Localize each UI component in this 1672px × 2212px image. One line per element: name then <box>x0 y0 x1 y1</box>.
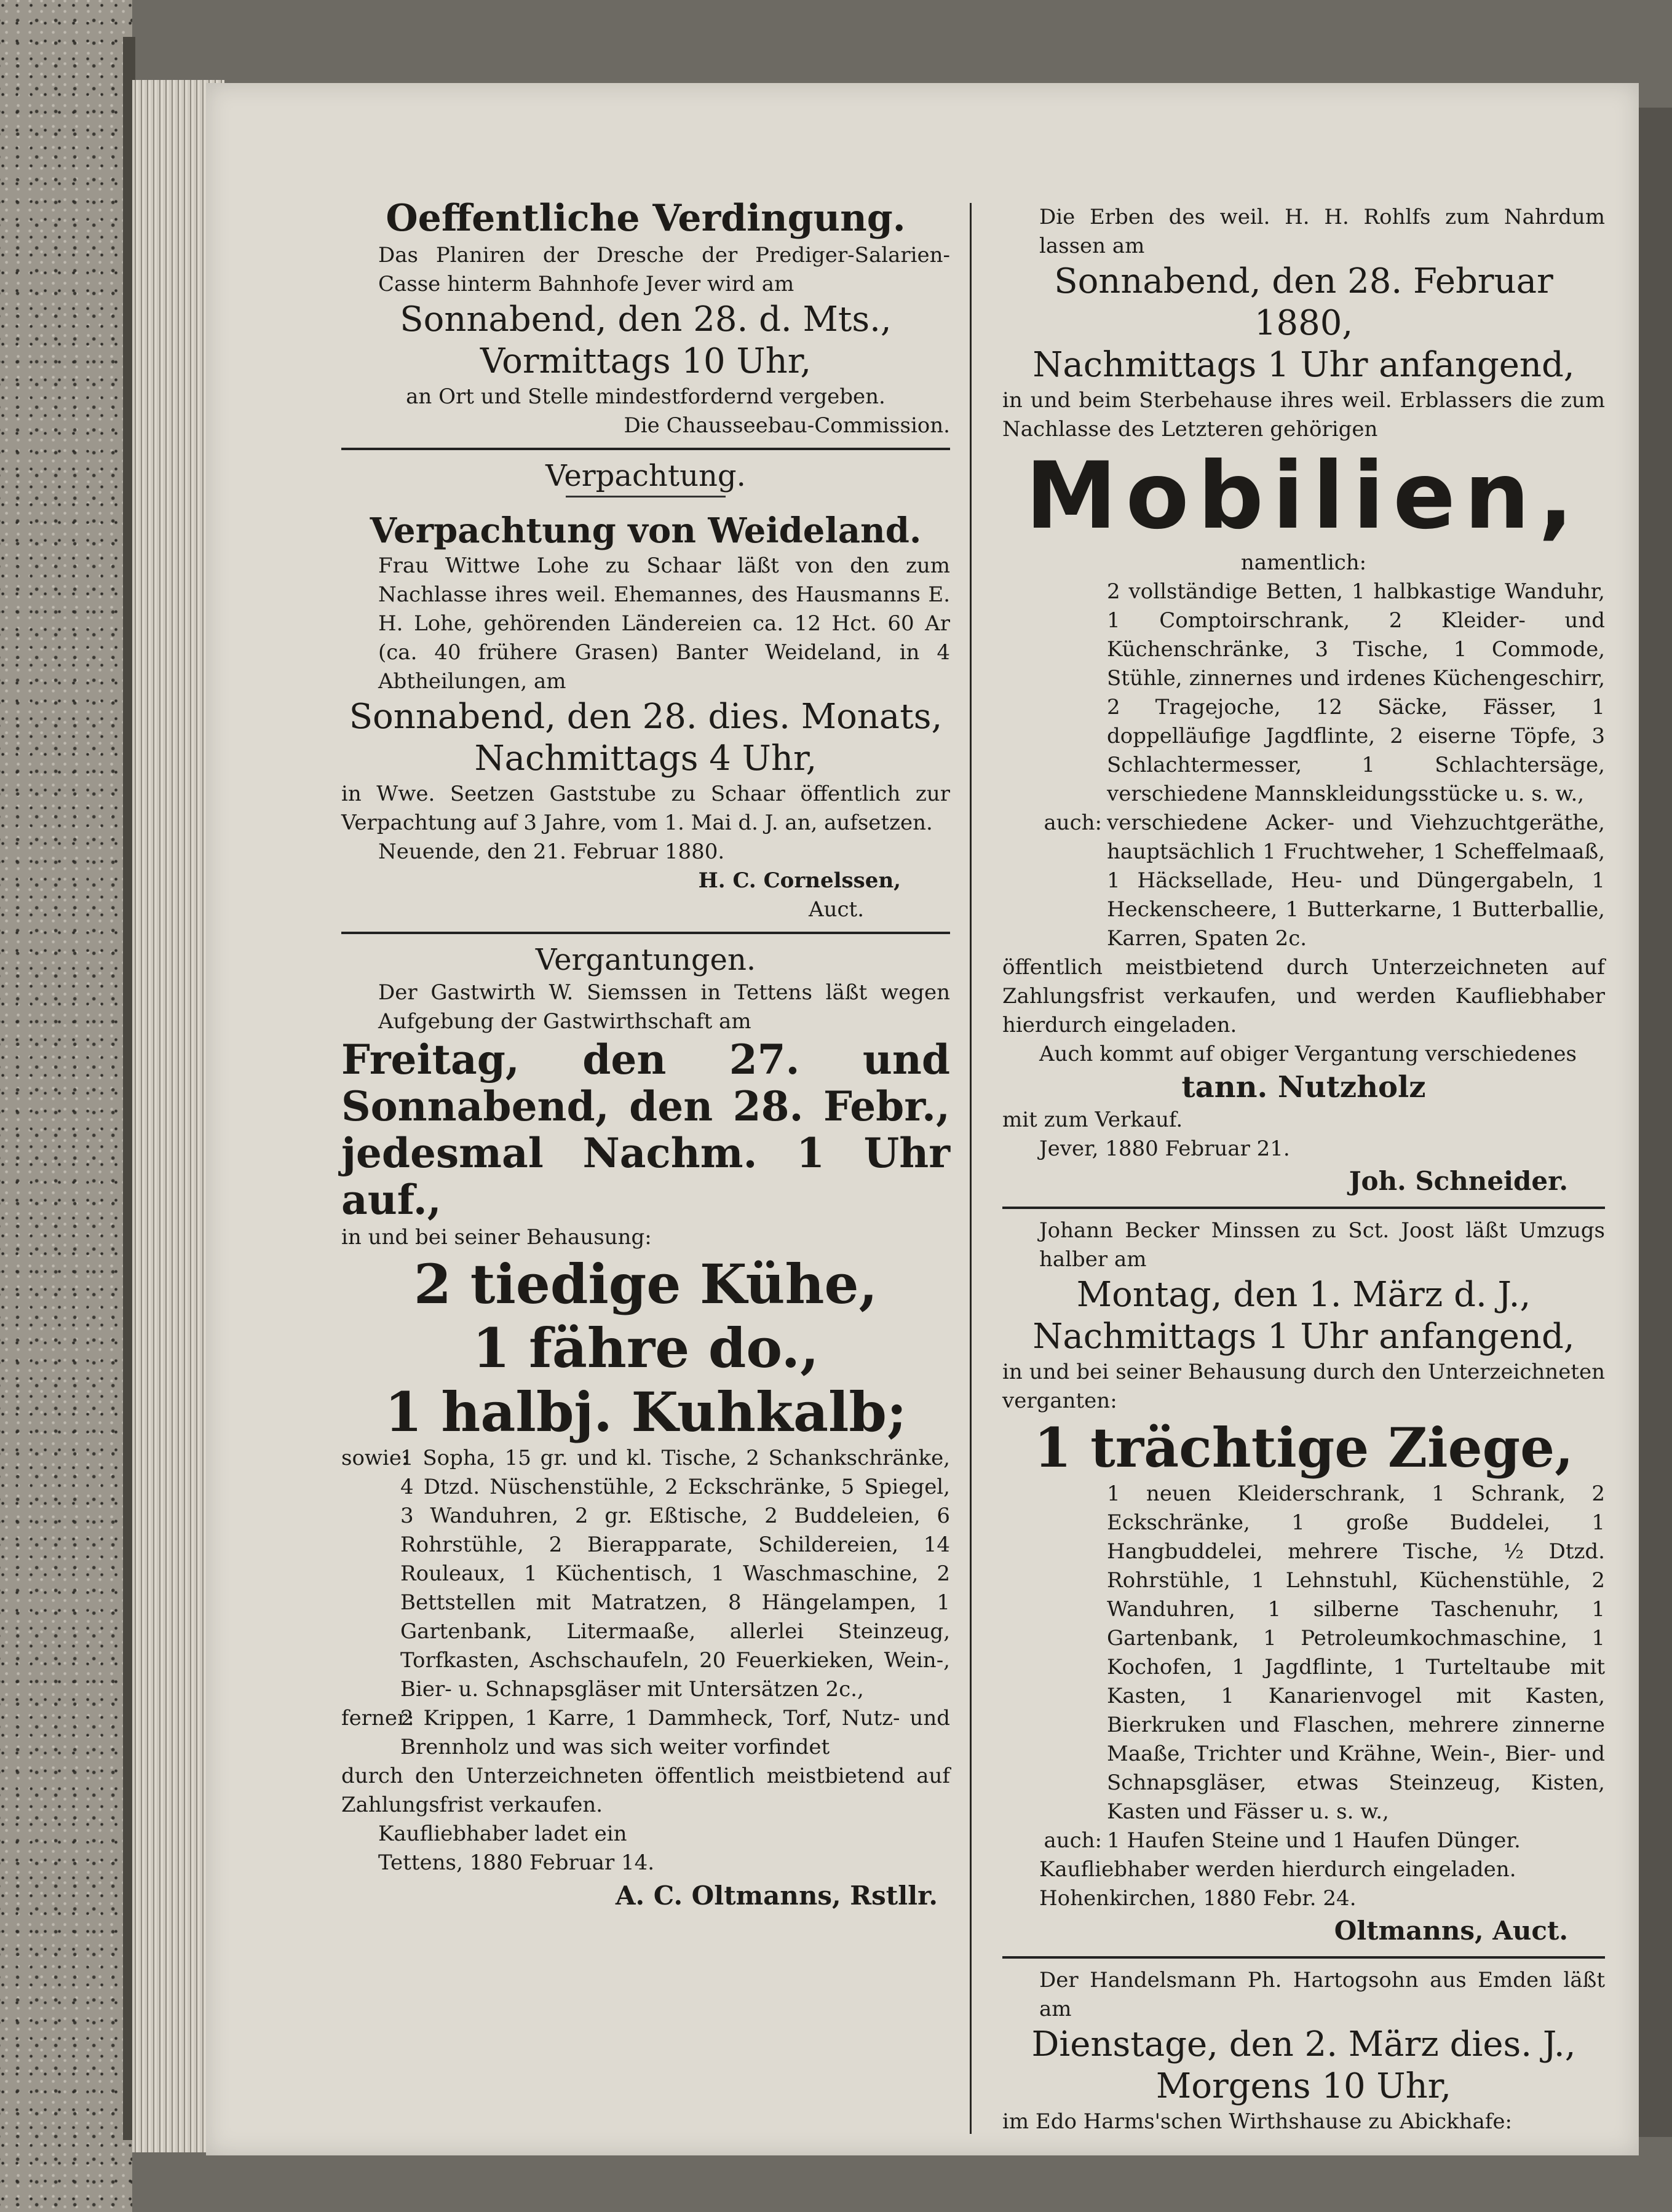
ad-auch-list <box>1002 1826 1605 1855</box>
list-label: sowie: <box>341 1446 409 1470</box>
ad-item-3: 1 halbj. Kuhkalb; <box>384 1380 907 1444</box>
ad-time: Vormittags 10 Uhr, <box>480 341 812 381</box>
list-items: 2 Krippen, 1 Karre, 1 Dammheck, Torf, Nutz- und Brennholz und was sich weiter vorfindet <box>400 1706 950 1759</box>
ad-minssen <box>1002 1216 1605 1949</box>
ad-date: Sonnabend, den 28. d. Mts., <box>400 299 892 339</box>
ad-item-1: 2 tiedige Kühe, <box>413 1252 878 1316</box>
ad-signer: H. C. Cornelssen, <box>698 868 901 893</box>
list-items: 1 Haufen Steine und 1 Haufen Dünger. <box>1107 1828 1521 1853</box>
section-rule <box>341 932 950 934</box>
ad-signer: A. C. Oltmanns, Rstllr. <box>615 1881 938 1911</box>
left-column <box>341 196 950 1914</box>
ad-verpachtung <box>341 510 950 924</box>
ad-closing: öffentlich meistbietend durch Unterzeichneten auf Zahlungsfrist verkaufen, und werden Kaufliebhaber hierdurch eingeladen. <box>1002 955 1605 1037</box>
ad-title: Oeffentliche Verdingung. <box>386 197 906 240</box>
ad-items: 2 vollständige Betten, 1 halbkastige Wanduhr, 1 Comptoirschrank, 2 Kleider- und Küchenschränke, 3 Tische, 1 Commode, Stühle, zinnernes und irdenes Küchengeschirr, 2 Tragejoche, 12 Säcke, Fässer, 1 doppelläufige Jagdflinte, 2 eiserne Töpfe, 3 Schlachtermesser, 1 Schlachtersäge, verschiedene Mannskleidungsstücke u. s. w., <box>1107 579 1605 806</box>
section-rule <box>1002 1207 1605 1209</box>
ad-signer: Oltmanns, Auct. <box>1334 1916 1568 1946</box>
list-label: ferner: <box>341 1706 414 1730</box>
ad-date: Sonnabend, den 28. dies. Monats, <box>349 697 943 737</box>
ad-date: Sonnabend, den 28. Februar 1880, <box>1054 261 1553 343</box>
ad-namentlich: namentlich: <box>1240 550 1367 575</box>
ad-time: Nachmittags 1 Uhr anfangend, <box>1032 345 1575 385</box>
ad-verdingung <box>341 196 950 440</box>
list-label: auch: <box>1044 1828 1102 1853</box>
ad-place: in und beim Sterbehause ihres weil. Erblassers die zum Nachlasse des Letzteren gehörigen <box>1002 388 1605 442</box>
ad-dateline: Tettens, 1880 Februar 14. <box>378 1850 655 1875</box>
ad-ferner-list <box>341 1704 950 1762</box>
ad-rohlfs <box>1002 203 1605 1199</box>
list-label: auch: <box>1044 811 1102 835</box>
ad-dateline: Jever, 1880 Februar 21. <box>1039 1136 1290 1161</box>
ad-title: Verpachtung von Weideland. <box>370 510 922 551</box>
ad-time: Morgens 10 Uhr, <box>1155 2066 1452 2106</box>
ad-body: Das Planiren der Dresche der Prediger-Salarien-Casse hinterm Bahnhofe Jever wird am <box>378 243 950 296</box>
ad-intro: Johann Becker Minssen zu Sct. Joost läßt Umzugs halber am <box>1039 1218 1605 1272</box>
section-rule <box>1002 1956 1605 1959</box>
ad-signer: Joh. Schneider. <box>1349 1166 1568 1196</box>
ad-items: 1 neuen Kleiderschrank, 1 Schrank, 2 Eckschränke, 1 große Buddelei, 1 Hangbuddelei, mehrere Tische, ½ Dtzd. Rohrstühle, 1 Lehnstuhl, Küchenstühle, 2 Wanduhren, 1 silberne Taschenuhr, 1 Gartenbank, 1 Petroleumkochmaschine, 1 Kochofen, 1 Jagdflinte, 1 Turteltaube mit Kasten, 1 Kanarienvogel mit Kasten, Bierkruken und Flaschen, mehrere zinnerne Maaße, Trichter und Krähne, Wein-, Bier- und Schnapsgläser, etwas Steinzeug, Kisten, Kasten und Fässer u. s. w., <box>1107 1481 1605 1824</box>
ad-item-2: 1 fähre do., <box>472 1316 819 1380</box>
ad-signer: Die Chausseebau-Commission. <box>624 413 950 438</box>
ad-invite: Kaufliebhaber ladet ein <box>378 1822 627 1846</box>
book-cover <box>0 0 132 2212</box>
list-items: verschiedene Acker- und Viehzuchtgeräthe, hauptsächlich 1 Fruchtweher, 1 Scheffelmaaß, 1 Häcksellade, Heu- und Düngergabeln, 1 Heckenscheere, 1 Butterkarne, 1 Butterballie, Karren, Spaten 2c. <box>1107 811 1605 951</box>
ad-intro: Der Handelsmann Ph. Hartogsohn aus Emden läßt am <box>1039 1968 1605 2021</box>
right-column <box>1002 203 1605 2136</box>
ad-hartogsohn <box>1002 1966 1605 2136</box>
ad-extra: Auch kommt auf obiger Vergantung verschiedenes <box>1039 1042 1577 1066</box>
ad-signer-title: Auct. <box>809 897 864 922</box>
ad-auch-list <box>1002 809 1605 953</box>
ad-dateline: Neuende, den 21. Februar 1880. <box>378 839 725 864</box>
ad-sowie-list <box>341 1444 950 1704</box>
column-divider <box>970 203 972 2134</box>
ad-extra-2: mit zum Verkauf. <box>1002 1108 1183 1132</box>
ad-invite: Kaufliebhaber werden hierdurch eingeladen. <box>1039 1857 1516 1882</box>
ad-body: Frau Wittwe Lohe zu Schaar läßt von den zum Nachlasse ihres weil. Ehemannes, des Hausmanns E. H. Lohe, gehörenden Ländereien ca. 12 Hct. 60 Ar (ca. 40 frühere Grasen) Banter Weideland, in 4 Abtheilungen, am <box>378 553 950 694</box>
section-heading: Verpachtung. <box>545 459 746 493</box>
ad-dateline: Hohenkirchen, 1880 Febr. 24. <box>1039 1886 1357 1911</box>
ad-headline: Mobilien, <box>1025 443 1582 550</box>
section-rule <box>341 448 950 450</box>
ad-intro: Die Erben des weil. H. H. Rohlfs zum Nahrdum lassen am <box>1039 205 1605 258</box>
ad-place: im Edo Harms'schen Wirthshause zu Abickhafe: <box>1002 2109 1512 2134</box>
list-items: 1 Sopha, 15 gr. und kl. Tische, 2 Schankschränke, 4 Dtzd. Nüschenstühle, 2 Eckschränke, 5 Spiegel, 3 Wanduhren, 2 gr. Eßtische, 2 Buddeleien, 6 Rohrstühle, 2 Bierapparate, Schildereien, 14 Rouleaux, 1 Küchentisch, 1 Waschmaschine, 2 Bettstellen mit Matratzen, 8 Hängelampen, 1 Gartenbank, Litermaaße, allerlei Steinzeug, Torfkasten, Aschschaufeln, 20 Feuerkieken, Wein-, Bier- u. Schnapsgläser mit Untersätzen 2c., <box>400 1446 950 1702</box>
ad-intro: Der Gastwirth W. Siemssen in Tettens läßt wegen Aufgebung der Gastwirthschaft am <box>378 980 950 1034</box>
ad-date: Montag, den 1. März d. J., Nachmittags 1 Uhr anfangend, <box>1032 1275 1575 1357</box>
ad-place: an Ort und Stelle mindestfordernd vergeben. <box>406 384 886 409</box>
ad-extra-item: tann. Nutzholz <box>1181 1070 1426 1104</box>
ad-date: Freitag, den 27. und Sonnabend, den 28. Febr., jedesmal Nachm. 1 Uhr auf., <box>341 1036 950 1224</box>
ad-place: in und bei seiner Behausung durch den Unterzeichneten verganten: <box>1002 1360 1605 1413</box>
right-page-edge <box>1639 108 1672 2137</box>
ad-place: in und bei seiner Behausung: <box>341 1225 652 1250</box>
ad-vergantung-siemssen <box>341 978 950 1914</box>
ad-body-2: in Wwe. Seetzen Gaststube zu Schaar öffentlich zur Verpachtung auf 3 Jahre, vom 1. Mai d. J. an, aufsetzen. <box>341 782 950 835</box>
ad-headline: 1 trächtige Ziege, <box>1034 1416 1574 1480</box>
short-rule <box>566 496 726 498</box>
ad-date: Dienstage, den 2. März dies. J., <box>1031 2024 1576 2064</box>
section-heading: Vergantungen. <box>535 943 756 977</box>
ad-time: Nachmittags 4 Uhr, <box>474 739 817 779</box>
ad-closing: durch den Unterzeichneten öffentlich meistbietend auf Zahlungsfrist verkaufen. <box>341 1764 950 1817</box>
